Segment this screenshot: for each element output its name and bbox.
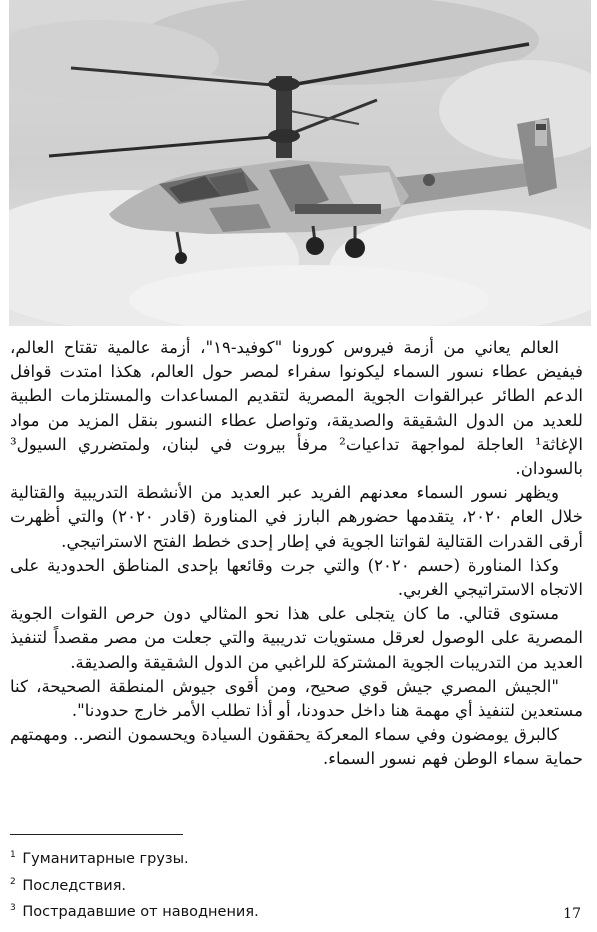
article-paragraph: كالبرق يومضون وفي سماء المعركة يحققون السيادة ويحسمون النصر.. ومهمتهم حماية سماء الوطن فهم نسور السماء. [10, 725, 583, 769]
footnote-item [10, 897, 570, 924]
footnote-text: Гуманитарные грузы. [22, 851, 189, 867]
page-number: 17 [563, 906, 581, 922]
helicopter-photo [9, 0, 591, 326]
footnote-number: 1 [10, 850, 16, 860]
footnote-divider [10, 834, 183, 835]
article-paragraph: العالم يعاني من أزمة فيروس كورونا "كوفيد-١٩"، أزمة عالمية تقتاح العالم، فيفيض عطاء نسور السماء ليكونوا سفراء لمصر حول العالم، هكذا امتدت قوافل الدعم الطائر عبرالقوات الجوية المصرية لتقديم المساعدات والمستلزمات الطبية للعديد من الدول الشقيقة والصديقة، وتواصل عطاء النسور بنقل المزيد من مواد الإغاثة¹ العاجلة لمواجهة تداعيات² مرفأ بيروت في لبنان، ولمتضرري السيول³ بالسودان. [10, 338, 583, 479]
article-paragraph: وكذا المناورة (حسم ٢٠٢٠) والتي جرت وقائعها بإحدى المناطق الحدودية على الاتجاه الاستراتيجي الغربي. [10, 555, 583, 600]
footnote-number: 2 [10, 876, 16, 887]
footnote-item [10, 844, 570, 871]
footnote-text: Последствия. [22, 877, 127, 894]
article-body [10, 336, 583, 772]
article-paragraph: ويظهر نسور السماء معدنهم الفريد عبر العديد من الأنشطة التدريبية والقتالية خلال العام ٢٠٢٠، يتقدمها حضورهم البارز في المناورة (قادر ٢٠٢٠) والتي أظهرت أرقى القدرات القتالية لقواتنا الجوية في إطار إحدى خطط الفتح الاستراتيجي. [10, 483, 583, 551]
footnote-number: 3 [10, 903, 16, 913]
footnotes [10, 844, 570, 924]
footnote-item [10, 871, 570, 898]
article-paragraph: مستوى قتالي. ما كان يتجلى على هذا نحو المثالي دون حرص القوات الجوية المصرية على الوصول لعرقل مستويات تدريبية والتي جعلت من مصر مقصداً لتنفيذ العديد من التدريبات الجوية المشتركة للراغبي من الدول الشقيقة والصديقة. [10, 604, 583, 672]
article-paragraph: "الجيش المصري جيش قوي صحيح، ومن أقوى جيوش المنطقة الصحيحة، كنا مستعدين لتنفيذ أي مهمة هنا داخل حدودنا، أو أذا تطلب الأمر خارج حدودنا". [10, 676, 583, 721]
footnote-text: Пострадавшие от наводнения. [22, 904, 259, 920]
